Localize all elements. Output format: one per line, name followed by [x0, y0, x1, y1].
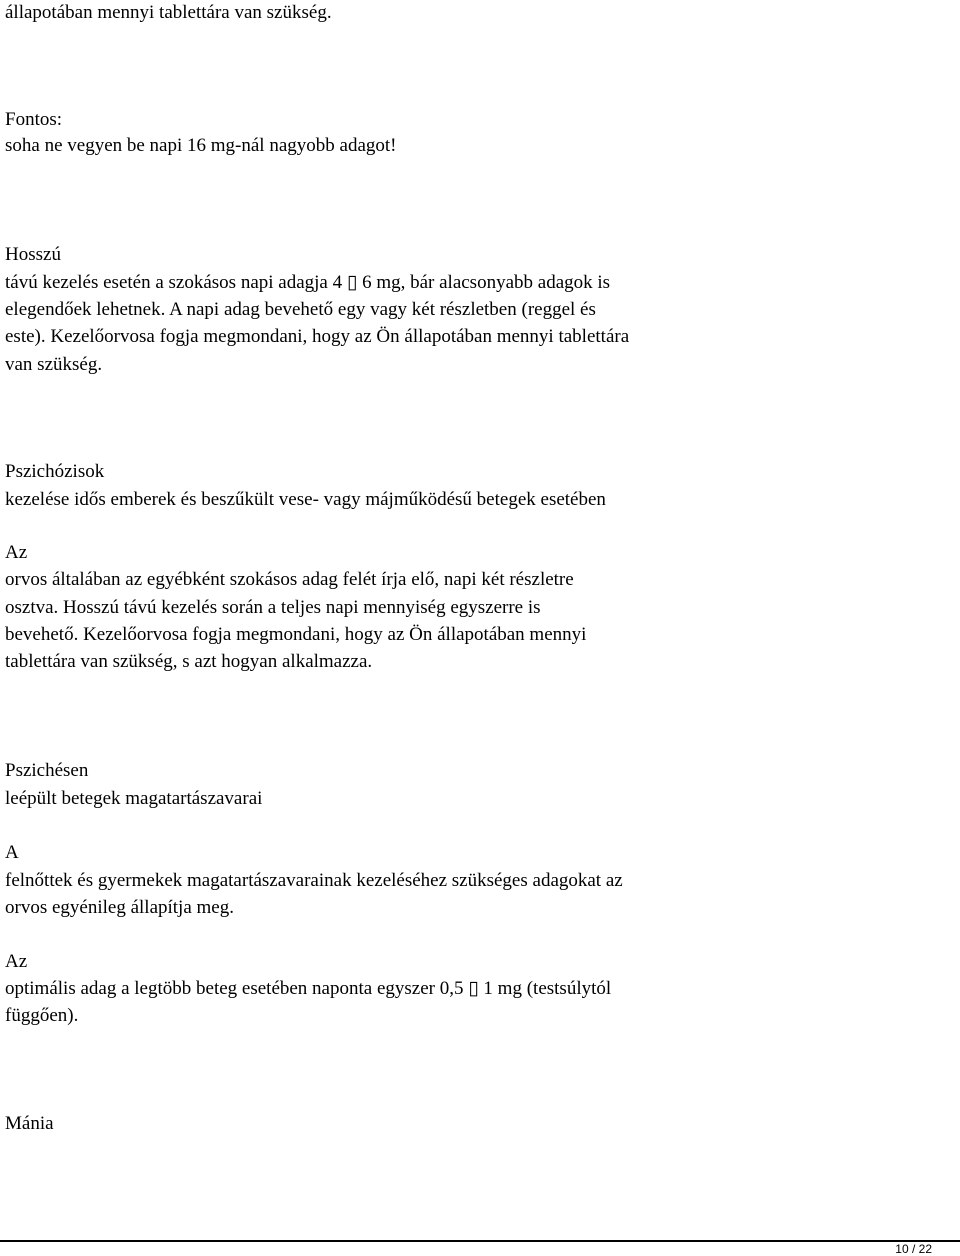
- footer-divider: [0, 1240, 960, 1242]
- text-line: Hosszú: [5, 244, 61, 265]
- text-line: elegendőek lehetnek. A napi adag bevehető egy vagy két részletben (reggel és: [5, 299, 596, 320]
- page-number: 10 / 22: [895, 1242, 932, 1256]
- text-line: Pszichésen: [5, 760, 89, 781]
- text-line: Az: [5, 542, 28, 563]
- text-line: Pszichózisok: [5, 461, 105, 482]
- text-line: soha ne vegyen be napi 16 mg-nál nagyobb adagot!: [5, 135, 397, 156]
- text-line: bevehető. Kezelőorvosa fogja megmondani, hogy az Ön állapotában mennyi: [5, 624, 587, 645]
- text-line: optimális adag a legtöbb beteg esetében naponta egyszer 0,5 ▯ 1 mg (testsúlytól: [5, 978, 612, 999]
- text-line: állapotában mennyi tablettára van szükség.: [5, 2, 332, 23]
- text-line: Mánia: [5, 1113, 54, 1134]
- text-line: orvos egyénileg állapítja meg.: [5, 897, 234, 918]
- text-line: tablettára van szükség, s azt hogyan alkalmazza.: [5, 651, 373, 672]
- text-line: Fontos:: [5, 109, 63, 130]
- text-line: felnőttek és gyermekek magatartászavarainak kezeléséhez szükséges adagokat az: [5, 870, 623, 891]
- text-line: este). Kezelőorvosa fogja megmondani, hogy az Ön állapotában mennyi tablettára: [5, 326, 630, 347]
- text-line: távú kezelés esetén a szokásos napi adagja 4 ▯ 6 mg, bár alacsonyabb adagok is: [5, 272, 611, 293]
- text-line: kezelése idős emberek és beszűkült vese- vagy májműködésű betegek esetében: [5, 489, 606, 510]
- text-line: függően).: [5, 1005, 79, 1026]
- text-line: A: [5, 842, 19, 863]
- text-line: Az: [5, 951, 28, 972]
- text-line: osztva. Hosszú távú kezelés során a teljes napi mennyiség egyszerre is: [5, 597, 541, 618]
- text-line: orvos általában az egyébként szokásos adag felét írja elő, napi két részletre: [5, 569, 574, 590]
- text-line: van szükség.: [5, 354, 103, 375]
- text-line: leépült betegek magatartászavarai: [5, 788, 263, 809]
